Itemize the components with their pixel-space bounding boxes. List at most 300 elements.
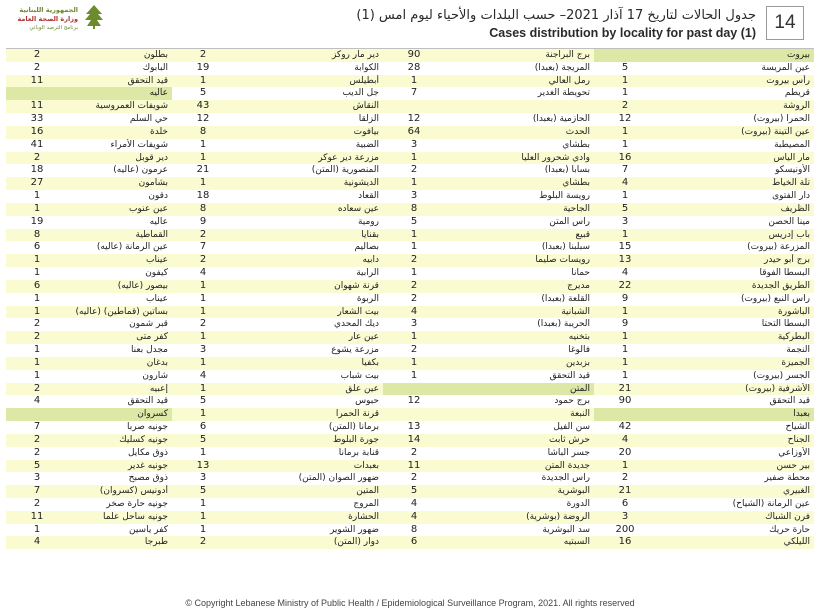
locality-cell bbox=[172, 331, 383, 344]
locality-name: جل الديب bbox=[342, 88, 379, 99]
locality-name: كسروان bbox=[137, 409, 168, 420]
locality-cell bbox=[383, 434, 594, 447]
locality-name: بكفيا bbox=[361, 357, 379, 368]
case-count: 9 bbox=[621, 292, 629, 304]
table-row bbox=[6, 306, 814, 319]
case-count: 1 bbox=[33, 267, 41, 279]
locality-cell bbox=[6, 177, 172, 190]
locality-cell bbox=[172, 216, 383, 229]
locality-name: عرمون (عاليه) bbox=[113, 165, 168, 176]
locality-name: عين الرمانة (الشياح) bbox=[732, 498, 810, 509]
locality-cell bbox=[6, 152, 172, 165]
case-count: 8 bbox=[199, 202, 207, 214]
header bbox=[0, 0, 820, 48]
locality-name: الحمرا (بيروت) bbox=[753, 114, 810, 125]
locality-cell bbox=[6, 434, 172, 447]
locality-name: رمل العالي bbox=[548, 75, 590, 86]
table-row bbox=[6, 267, 814, 280]
locality-cell bbox=[6, 216, 172, 229]
locality-name: عين سعاده bbox=[337, 203, 379, 214]
locality-cell bbox=[6, 254, 172, 267]
locality-cell bbox=[6, 485, 172, 498]
locality-name: كفر متى bbox=[136, 332, 168, 343]
case-count: 41 bbox=[30, 138, 44, 150]
locality-cell bbox=[594, 370, 814, 383]
table-row bbox=[6, 254, 814, 267]
case-count: 5 bbox=[410, 215, 418, 227]
case-count: 1 bbox=[33, 344, 41, 356]
page-number: 14 bbox=[766, 6, 804, 40]
locality-name: دوار (المتن) bbox=[333, 537, 379, 548]
case-count: 6 bbox=[410, 536, 418, 548]
locality-cell bbox=[594, 75, 814, 88]
table-row bbox=[6, 485, 814, 498]
case-count: 2 bbox=[410, 279, 418, 291]
locality-cell bbox=[383, 62, 594, 75]
case-count: 3 bbox=[621, 215, 629, 227]
locality-name: الرابية bbox=[356, 268, 379, 279]
locality-name: قرنة الحمرا bbox=[335, 409, 379, 420]
case-count: 42 bbox=[618, 421, 632, 433]
table-row bbox=[6, 62, 814, 75]
locality-name: الحريبة (بعبدا) bbox=[537, 319, 590, 330]
case-count: 18 bbox=[196, 190, 210, 202]
locality-name: المتين bbox=[356, 486, 379, 497]
locality-cell bbox=[383, 164, 594, 177]
locality-cell bbox=[594, 472, 814, 485]
case-count bbox=[383, 383, 445, 396]
locality-name: قريطم bbox=[784, 88, 810, 99]
locality-name: الحشارة bbox=[348, 511, 379, 522]
table-row bbox=[6, 280, 814, 293]
case-count: 1 bbox=[410, 241, 418, 253]
case-count: 1 bbox=[199, 356, 207, 368]
case-count: 1 bbox=[621, 190, 629, 202]
locality-cell bbox=[383, 357, 594, 370]
locality-cell bbox=[594, 460, 814, 473]
case-count: 1 bbox=[410, 356, 418, 368]
table-row bbox=[6, 511, 814, 524]
case-count: 64 bbox=[407, 125, 421, 137]
case-count: 3 bbox=[33, 472, 41, 484]
locality-cell bbox=[594, 164, 814, 177]
locality-cell bbox=[383, 524, 594, 537]
group-header-cell bbox=[594, 49, 814, 62]
locality-cell bbox=[6, 241, 172, 254]
locality-name: النقاش bbox=[352, 101, 379, 112]
table-row bbox=[6, 434, 814, 447]
locality-cell bbox=[383, 75, 594, 88]
table-row bbox=[6, 421, 814, 434]
locality-cell bbox=[172, 126, 383, 139]
locality-cell bbox=[383, 344, 594, 357]
case-count: 4 bbox=[33, 395, 41, 407]
locality-name: بطلون bbox=[143, 50, 168, 60]
locality-cell bbox=[594, 203, 814, 216]
locality-cell bbox=[6, 524, 172, 537]
case-count: 2 bbox=[33, 49, 41, 60]
case-count: 2 bbox=[33, 331, 41, 343]
locality-name: ذوق مكايل bbox=[127, 447, 168, 458]
case-count: 1 bbox=[199, 331, 207, 343]
locality-cell bbox=[383, 216, 594, 229]
locality-cell bbox=[172, 75, 383, 88]
locality-name: دير مار روكز bbox=[331, 50, 379, 60]
locality-cell bbox=[172, 472, 383, 485]
case-count: 2 bbox=[410, 472, 418, 484]
locality-cell bbox=[172, 306, 383, 319]
locality-name: الكوابة bbox=[354, 62, 379, 73]
case-count: 8 bbox=[410, 523, 418, 535]
case-count: 2 bbox=[199, 536, 207, 548]
case-count: 1 bbox=[33, 190, 41, 202]
case-count: 1 bbox=[621, 331, 629, 343]
locality-cell bbox=[172, 241, 383, 254]
locality-cell bbox=[594, 511, 814, 524]
locality-name: مزرعة دير عوكر bbox=[318, 152, 379, 163]
logo-line-republic: الجمهورية اللبنانية bbox=[19, 6, 78, 14]
locality-cell bbox=[172, 383, 383, 396]
case-count: 13 bbox=[618, 254, 632, 266]
case-count: 1 bbox=[621, 138, 629, 150]
case-count: 7 bbox=[199, 241, 207, 253]
locality-name: جونيه غدير bbox=[127, 460, 168, 471]
locality-name: الضبية bbox=[355, 139, 379, 150]
case-count: 1 bbox=[621, 459, 629, 471]
case-count: 4 bbox=[621, 267, 629, 279]
locality-cell bbox=[594, 190, 814, 203]
locality-name: أدونيس (كسروان) bbox=[99, 486, 168, 497]
locality-cell bbox=[594, 229, 814, 242]
locality-name: طبرجا bbox=[144, 537, 168, 548]
locality-name: حرش ثابت bbox=[549, 434, 590, 445]
locality-cell bbox=[383, 190, 594, 203]
case-count: 1 bbox=[621, 305, 629, 317]
locality-cell bbox=[172, 357, 383, 370]
locality-name: رومية bbox=[357, 216, 379, 227]
locality-name: بعبدات bbox=[353, 460, 379, 471]
locality-name: مينا الحصن bbox=[768, 216, 810, 227]
case-count: 1 bbox=[410, 267, 418, 279]
table-row bbox=[6, 293, 814, 306]
case-count: 4 bbox=[199, 369, 207, 381]
case-count: 1 bbox=[199, 305, 207, 317]
locality-cell bbox=[383, 511, 594, 524]
case-count: 5 bbox=[199, 87, 207, 99]
case-count: 8 bbox=[33, 228, 41, 240]
table-row bbox=[6, 203, 814, 216]
locality-cell bbox=[6, 536, 172, 549]
locality-cell bbox=[383, 152, 594, 165]
locality-name: السبتيه bbox=[563, 537, 590, 548]
case-count: 6 bbox=[33, 241, 41, 253]
locality-cell bbox=[6, 49, 172, 62]
case-count: 21 bbox=[618, 382, 632, 394]
locality-name: دير قوبل bbox=[135, 152, 168, 163]
locality-name: بيت شباب bbox=[340, 370, 379, 381]
locality-name: البسطا التحتا bbox=[761, 319, 810, 330]
table-row bbox=[6, 498, 814, 511]
locality-name: باب إدريس bbox=[768, 229, 810, 240]
case-count: 2 bbox=[199, 49, 207, 60]
locality-name: الروضة (بوشرية) bbox=[526, 511, 590, 522]
locality-name: عين التينة (بيروت) bbox=[741, 126, 810, 137]
locality-name: النبعة bbox=[570, 409, 590, 420]
locality-name: قيد التحقق bbox=[127, 75, 168, 86]
group-header-cell bbox=[6, 408, 172, 421]
locality-cell bbox=[594, 344, 814, 357]
case-count: 1 bbox=[199, 151, 207, 163]
locality-name: الشياح bbox=[785, 422, 810, 433]
locality-cell bbox=[172, 498, 383, 511]
locality-cell bbox=[6, 318, 172, 331]
locality-cell bbox=[172, 447, 383, 460]
locality-cell bbox=[383, 254, 594, 267]
locality-name: راس الجديدة bbox=[541, 473, 590, 484]
locality-name: تلة الخياط bbox=[771, 178, 810, 189]
table-row bbox=[6, 87, 814, 100]
locality-cell bbox=[6, 511, 172, 524]
locality-cell bbox=[172, 100, 383, 113]
locality-cell bbox=[594, 331, 814, 344]
locality-name: تحويطة الغدير bbox=[537, 88, 590, 99]
table-row bbox=[6, 536, 814, 549]
locality-name: قبر شمون bbox=[129, 319, 168, 330]
case-count: 2 bbox=[410, 292, 418, 304]
case-count: 1 bbox=[199, 523, 207, 535]
locality-name: الدورة bbox=[566, 498, 590, 509]
case-count: 16 bbox=[618, 536, 632, 548]
locality-name: جونيه صربا bbox=[127, 422, 168, 433]
locality-name: عيناب bbox=[145, 255, 168, 266]
locality-name: الحدث bbox=[565, 126, 590, 137]
logo-line-program: برنامج الترصد الوبائي bbox=[29, 25, 78, 31]
locality-name: البطركية bbox=[777, 332, 810, 343]
locality-cell bbox=[6, 306, 172, 319]
locality-name: الزلقا bbox=[358, 114, 379, 125]
locality-cell bbox=[383, 447, 594, 460]
locality-name: بيافوت bbox=[353, 126, 379, 137]
locality-name: مار الياس bbox=[773, 152, 810, 163]
locality-cell bbox=[172, 408, 383, 421]
case-count: 13 bbox=[196, 459, 210, 471]
case-count: 3 bbox=[410, 318, 418, 330]
case-count: 4 bbox=[410, 497, 418, 509]
locality-name: الجاحية bbox=[563, 203, 590, 214]
table-row bbox=[6, 152, 814, 165]
case-count: 2 bbox=[410, 254, 418, 266]
locality-cell bbox=[383, 241, 594, 254]
locality-name: دابيه bbox=[362, 255, 379, 266]
case-count: 2 bbox=[33, 61, 41, 73]
case-count bbox=[594, 49, 656, 62]
case-count: 2 bbox=[410, 446, 418, 458]
locality-name: بيصور (عاليه) bbox=[117, 280, 168, 291]
locality-name: القماطية bbox=[135, 229, 168, 240]
locality-name: دقون bbox=[148, 191, 168, 202]
locality-name: مزرعة يشوع bbox=[331, 345, 379, 356]
locality-cell bbox=[172, 460, 383, 473]
table-row bbox=[6, 331, 814, 344]
case-count: 11 bbox=[407, 459, 421, 471]
locality-cell bbox=[6, 370, 172, 383]
case-count: 1 bbox=[621, 356, 629, 368]
locality-cell bbox=[172, 164, 383, 177]
locality-cell bbox=[594, 152, 814, 165]
locality-cell bbox=[6, 139, 172, 152]
table-row bbox=[6, 100, 814, 113]
case-count: 1 bbox=[410, 151, 418, 163]
locality-name: الحازمية (بعبدا) bbox=[532, 114, 590, 125]
case-count: 13 bbox=[407, 421, 421, 433]
locality-cell bbox=[594, 536, 814, 549]
locality-cell bbox=[594, 447, 814, 460]
locality-name: الجسر (بيروت) bbox=[753, 370, 810, 381]
locality-name: ذوق مصبح bbox=[128, 473, 168, 484]
locality-name: شويفات الأمراء bbox=[110, 139, 168, 150]
locality-cell bbox=[6, 383, 172, 396]
case-count: 4 bbox=[199, 267, 207, 279]
locality-cell bbox=[383, 472, 594, 485]
locality-cell bbox=[594, 100, 814, 113]
case-count: 21 bbox=[618, 485, 632, 497]
locality-name: الجميزة bbox=[781, 357, 810, 368]
locality-name: جديدة المتن bbox=[544, 460, 590, 471]
case-count: 2 bbox=[33, 151, 41, 163]
case-count: 4 bbox=[621, 177, 629, 189]
locality-cell bbox=[594, 293, 814, 306]
locality-name: ضهور الصوان (المتن) bbox=[298, 473, 379, 484]
locality-name: راس المتن bbox=[549, 216, 590, 227]
case-count: 15 bbox=[618, 241, 632, 253]
locality-cell bbox=[172, 395, 383, 408]
locality-cell bbox=[594, 395, 814, 408]
locality-name: بزبدين bbox=[565, 357, 590, 368]
locality-cell bbox=[594, 357, 814, 370]
table-row bbox=[6, 318, 814, 331]
locality-cell bbox=[383, 267, 594, 280]
case-count: 5 bbox=[621, 61, 629, 73]
locality-cell bbox=[383, 293, 594, 306]
locality-name: فرن الشباك bbox=[765, 511, 810, 522]
table-row bbox=[6, 524, 814, 537]
locality-cell bbox=[6, 357, 172, 370]
locality-name: الليلكي bbox=[783, 537, 810, 548]
case-count: 2 bbox=[199, 318, 207, 330]
case-count: 2 bbox=[33, 446, 41, 458]
case-count: 1 bbox=[410, 74, 418, 86]
case-count: 1 bbox=[410, 369, 418, 381]
cases-table bbox=[6, 48, 814, 586]
ministry-logo bbox=[6, 4, 106, 38]
locality-name: مديرج bbox=[567, 280, 590, 291]
locality-name: مجدل بعنا bbox=[130, 345, 168, 356]
locality-name: البوشرية bbox=[557, 486, 590, 497]
logo-line-ministry: وزارة الصحة العامة bbox=[17, 15, 78, 23]
case-count: 7 bbox=[621, 164, 629, 176]
case-count: 8 bbox=[410, 202, 418, 214]
table-row bbox=[6, 177, 814, 190]
locality-name: خلدة bbox=[150, 126, 168, 137]
locality-name: عيناب bbox=[145, 293, 168, 304]
case-count: 1 bbox=[33, 202, 41, 214]
case-count: 9 bbox=[621, 318, 629, 330]
case-count: 4 bbox=[410, 510, 418, 522]
locality-cell bbox=[594, 498, 814, 511]
locality-name: الجناح bbox=[787, 434, 810, 445]
locality-cell bbox=[383, 370, 594, 383]
locality-name: الطريق الجديدة bbox=[751, 280, 810, 291]
case-count: 6 bbox=[33, 279, 41, 291]
locality-cell bbox=[6, 62, 172, 75]
case-count: 22 bbox=[618, 279, 632, 291]
locality-name: رويسة البلوط bbox=[539, 191, 590, 202]
locality-cell bbox=[383, 126, 594, 139]
locality-name: شارون bbox=[142, 370, 168, 381]
case-count: 21 bbox=[196, 164, 210, 176]
locality-cell bbox=[383, 460, 594, 473]
locality-cell bbox=[383, 421, 594, 434]
cedar-icon bbox=[82, 4, 106, 30]
case-count: 5 bbox=[199, 395, 207, 407]
locality-name: بطشاي bbox=[562, 178, 590, 189]
locality-cell bbox=[383, 139, 594, 152]
locality-name: شويفات العمروسية bbox=[95, 101, 168, 112]
case-count: 2 bbox=[199, 228, 207, 240]
locality-name: الأوزاعي bbox=[778, 447, 810, 458]
locality-name: الشبانية bbox=[561, 306, 590, 317]
case-count: 1 bbox=[199, 292, 207, 304]
group-header-cell bbox=[594, 408, 814, 421]
case-count: 2 bbox=[33, 382, 41, 394]
locality-cell bbox=[6, 113, 172, 126]
locality-name: الغبيري bbox=[782, 486, 810, 497]
case-count: 7 bbox=[410, 87, 418, 99]
locality-cell bbox=[172, 344, 383, 357]
table-row bbox=[6, 75, 814, 88]
case-count: 2 bbox=[621, 100, 629, 112]
locality-cell bbox=[594, 216, 814, 229]
locality-cell bbox=[594, 434, 814, 447]
locality-cell bbox=[6, 331, 172, 344]
locality-cell bbox=[383, 87, 594, 100]
case-count: 1 bbox=[33, 356, 41, 368]
locality-name: عين الرمانة (عاليه) bbox=[96, 242, 168, 253]
case-count: 1 bbox=[199, 497, 207, 509]
locality-cell bbox=[6, 190, 172, 203]
locality-cell bbox=[172, 254, 383, 267]
case-count: 14 bbox=[407, 433, 421, 445]
case-count: 28 bbox=[407, 61, 421, 73]
case-count: 1 bbox=[199, 446, 207, 458]
case-count: 1 bbox=[199, 382, 207, 394]
locality-cell bbox=[172, 511, 383, 524]
locality-name: حي السلم bbox=[129, 114, 168, 125]
locality-cell bbox=[594, 280, 814, 293]
locality-cell bbox=[6, 164, 172, 177]
locality-name: عين المريسة bbox=[761, 62, 810, 73]
locality-name: قيد التحقق bbox=[549, 370, 590, 381]
locality-name: الروشة bbox=[783, 101, 810, 112]
case-count: 1 bbox=[410, 331, 418, 343]
case-count: 11 bbox=[30, 74, 44, 86]
case-count: 5 bbox=[621, 202, 629, 214]
locality-name: المزرعة (بيروت) bbox=[747, 242, 810, 253]
case-count: 5 bbox=[199, 485, 207, 497]
locality-cell bbox=[594, 113, 814, 126]
case-count: 3 bbox=[199, 344, 207, 356]
case-count: 19 bbox=[30, 215, 44, 227]
